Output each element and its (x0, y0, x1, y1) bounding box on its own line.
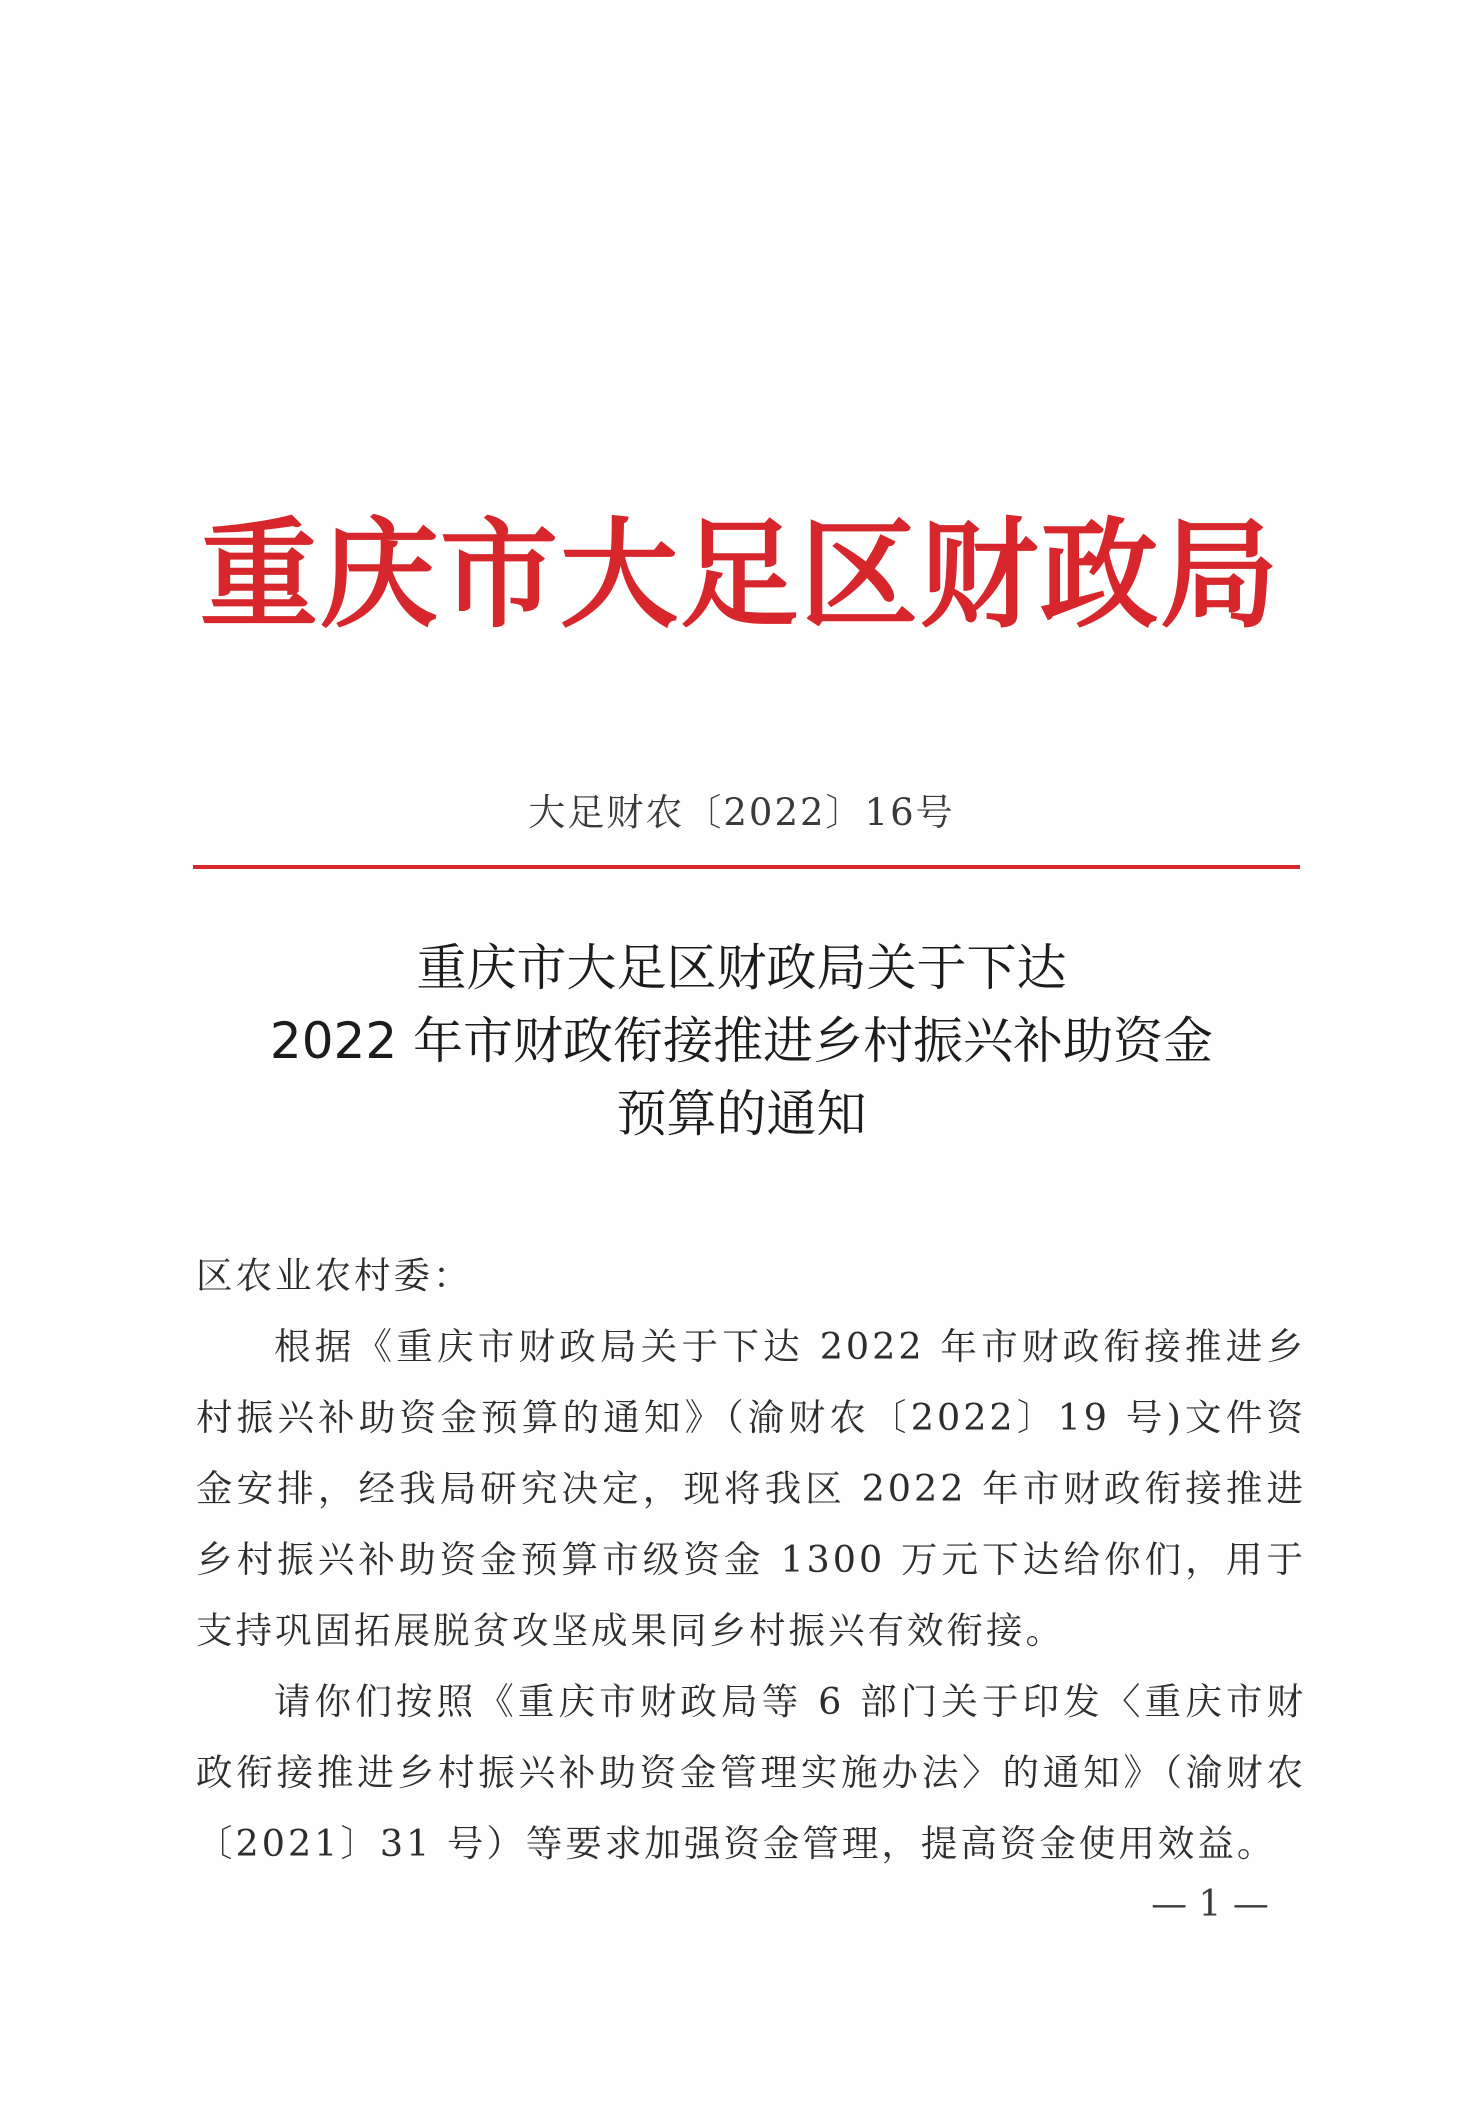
notice-title-line-2: 2022 年市财政衔接推进乡村振兴补助资金 (269, 1012, 1214, 1070)
issuing-authority-header: 重庆市大足区财政局 (199, 505, 1280, 644)
notice-title-line-1: 重庆市大足区财政局关于下达 (416, 939, 1067, 997)
notice-title-line-3: 预算的通知 (616, 1085, 867, 1143)
document-number: 大足财农〔2022〕16号 (528, 791, 955, 834)
red-divider-line (193, 865, 1300, 869)
body-paragraph-1: 根据《重庆市财政局关于下达 2022 年市财政衔接推进乡村振兴补助资金预算的通知》（渝财农〔2022〕19 号)文件资金安排，经我局研究决定，现将我区 2022 年市财政衔接推进乡村振兴补助资金预算市级资金 1300 万元下达给你们，用于支持巩固拓展脱贫攻坚成果同乡村振兴有效衔接。 (196, 1325, 1306, 1652)
body-paragraph-2: 请你们按照《重庆市财政局等 6 部门关于印发〈重庆市财政衔接推进乡村振兴补助资金管理实施办法〉的通知》（渝财农〔2021〕31 号）等要求加强资金管理，提高资金使用效益。 (196, 1680, 1306, 1865)
page-number: — 1 — (1151, 1884, 1269, 1925)
notice-title (150, 932, 1333, 1151)
salutation: 区农业农村委： (196, 1254, 473, 1297)
notice-body (196, 1240, 1306, 1879)
